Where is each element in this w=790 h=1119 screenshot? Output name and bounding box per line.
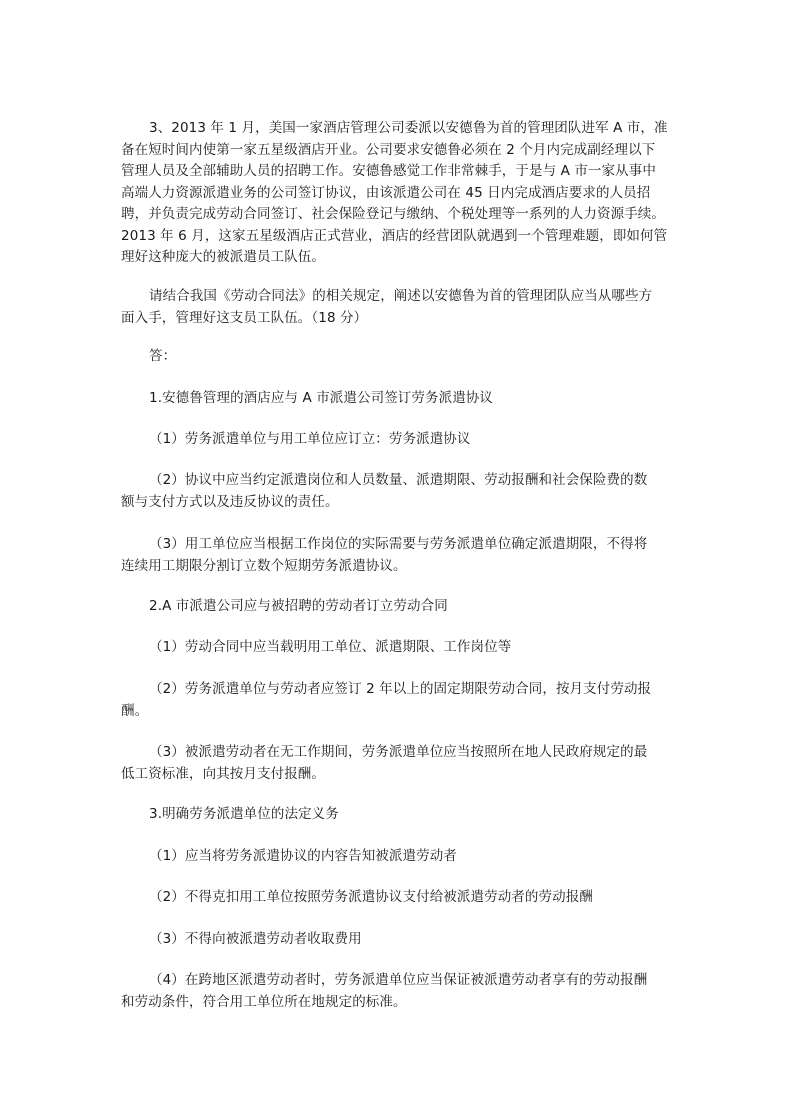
- question-line: 管理人员及全部辅助人员的招聘工作。安德鲁感觉工作非常棘手，于是与 A 市一家从事中: [121, 163, 656, 179]
- answer-label-text: 答：: [149, 348, 177, 364]
- answer-item: [121, 887, 669, 909]
- section-heading-text: 1.安德鲁管理的酒店应与 A 市派遣公司签订劳务派遣协议: [149, 390, 493, 406]
- question-line: 3、2013 年 1 月，美国一家酒店管理公司委派以安德鲁为首的管理团队进军 A 市，准: [149, 120, 668, 136]
- section-heading: [121, 388, 669, 410]
- question-paragraph: [121, 118, 669, 269]
- question-prompt: [121, 286, 669, 329]
- question-line: 2013 年 6 月，这家五星级酒店正式营业，酒店的经营团队就遇到一个管理难题，即如何管: [121, 227, 668, 244]
- answer-item-line: （2）不得克扣用工单位按照劳务派遣协议支付给被派遣劳动者的劳动报酬: [149, 889, 593, 905]
- answer-item-line: （3）被派遣劳动者在无工作期间，劳务派遣单位应当按照所在地人民政府规定的最: [149, 744, 648, 760]
- answer-item-line: （2）协议中应当约定派遣岗位和人员数量、派遣期限、劳动报酬和社会保险费的数: [149, 472, 648, 488]
- answer-item-line: （1）应当将劳务派遣协议的内容告知被派遣劳动者: [149, 848, 457, 864]
- question-line: 理好这种庞大的被派遣员工队伍。: [121, 249, 325, 265]
- question-line: 备在短时间内使第一家五星级酒店开业。公司要求安德鲁必须在 2 个月内完成副经理以下: [121, 141, 656, 158]
- answer-item-line: 酬。: [121, 702, 149, 719]
- answer-item: [121, 470, 669, 513]
- prompt-line: 面入手，管理好这支员工队伍。（18 分）: [121, 309, 368, 326]
- section-heading-text: 2.A 市派遣公司应与被招聘的劳动者订立劳动合同: [149, 598, 448, 614]
- section-heading: [121, 804, 669, 826]
- answer-item-line: （2）劳务派遣单位与劳动者应签订 2 年以上的固定期限劳动合同，按月支付劳动报: [149, 681, 652, 697]
- answer-item-line: 连续用工期限分割订立数个短期劳务派遣协议。: [121, 557, 407, 574]
- answer-item-line: （1）劳动合同中应当载明用工单位、派遣期限、工作岗位等: [149, 639, 512, 655]
- answer-item-line: （1）劳务派遣单位与用工单位应订立：劳务派遣协议: [149, 431, 471, 447]
- answer-item: [121, 742, 669, 785]
- section-heading: [121, 596, 669, 618]
- prompt-line: 请结合我国《劳动合同法》的相关规定，阐述以安德鲁为首的管理团队应当从哪些方: [149, 288, 653, 304]
- answer-item: [121, 679, 669, 722]
- answer-item-line: （4）在跨地区派遣劳动者时，劳务派遣单位应当保证被派遣劳动者享有的劳动报酬: [149, 972, 648, 988]
- answer-item: [121, 534, 669, 577]
- answer-item: [121, 970, 669, 1013]
- question-line: 聘，并负责完成劳动合同签订、社会保险登记与缴纳、个税处理等一系列的人力资源手续。: [121, 206, 665, 222]
- answer-item-line: （3）用工单位应当根据工作岗位的实际需要与劳务派遣单位确定派遣期限，不得将: [149, 536, 648, 552]
- answer-item-line: （3）不得向被派遣劳动者收取费用: [149, 931, 362, 947]
- answer-label: [121, 346, 669, 368]
- answer-item: [121, 846, 669, 868]
- answer-item-line: 额与支付方式以及违反协议的责任。: [121, 493, 339, 510]
- answer-item: [121, 429, 669, 451]
- answer-item: [121, 637, 669, 659]
- answer-item-line: 和劳动条件，符合用工单位所在地规定的标准。: [121, 993, 407, 1010]
- answer-item-line: 低工资标准，向其按月支付报酬。: [121, 765, 325, 782]
- answer-item: [121, 929, 669, 951]
- section-heading-text: 3.明确劳务派遣单位的法定义务: [149, 806, 339, 822]
- question-line: 高端人力资源派遣业务的公司签订协议，由该派遣公司在 45 日内完成酒店要求的人员招: [121, 184, 651, 201]
